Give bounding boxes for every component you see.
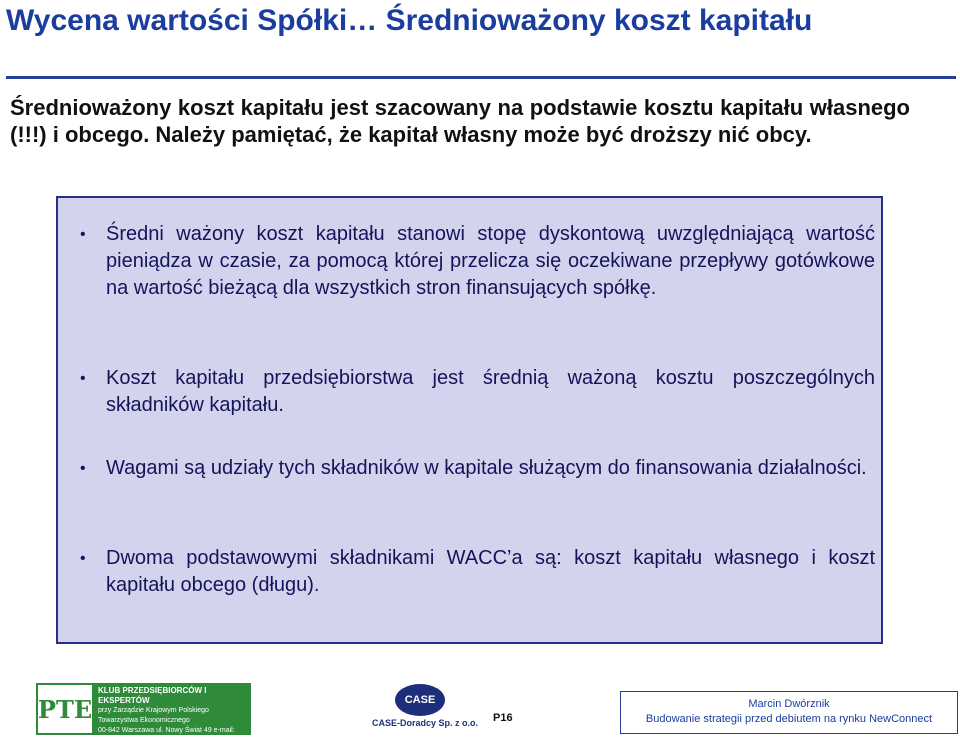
bullet-icon: • xyxy=(80,460,86,477)
bullet-text: Średni ważony koszt kapitału stanowi stopę dyskontową uwzględniającą wartość pieniądza w czasie, za pomocą której przelicza się oczekiwane przepływy gotówkowe na wartość bieżącą dla wszystkich stron finansujących spółkę. xyxy=(106,223,875,299)
pte-line-3: 00-842 Warszawa ul. Nowy Świat 49 e-mail: klub@pte.pl www.pte.pl xyxy=(98,727,235,744)
page-number: P16 xyxy=(493,712,513,724)
pte-line-2: przy Zarządzie Krajowym Polskiego Towarzystwa Ekonomicznego xyxy=(98,707,209,724)
author-box xyxy=(620,691,958,734)
bullet-text: Wagami są udziały tych składników w kapitale służącym do finansowania działalności. xyxy=(106,457,867,479)
bullet-item xyxy=(80,455,875,482)
bullet-item xyxy=(80,545,875,599)
case-mark-icon: CASE xyxy=(395,684,445,716)
bullet-text: Dwoma podstawowymi składnikami WACC’a są: koszt kapitału własnego i koszt kapitału obcego (długu). xyxy=(106,547,875,596)
content-box xyxy=(56,196,883,644)
bullet-item xyxy=(80,365,875,419)
intro-text: Średnioważony koszt kapitału jest szacowany na podstawie kosztu kapitału własnego (!!!) i obcego. Należy pamiętać, że kapitał własny może być droższy nić obcy. xyxy=(10,95,910,147)
bullet-item xyxy=(80,221,875,302)
author-name: Marcin Dwórznik xyxy=(748,698,830,710)
pte-logo-text xyxy=(94,683,251,744)
title-divider xyxy=(6,76,956,79)
presentation-subtitle: Budowanie strategii przed debiutem na rynku NewConnect xyxy=(645,713,933,725)
pte-logo xyxy=(36,683,251,744)
pte-mark-icon: PTE xyxy=(36,683,94,735)
bullet-icon: • xyxy=(80,226,86,243)
bullet-text: Koszt kapitału przedsiębiorstwa jest średnią ważoną kosztu poszczególnych składników kapitału. xyxy=(106,367,875,416)
case-logo xyxy=(372,684,479,734)
slide-title: Wycena wartości Spółki… Średnioważony koszt kapitału xyxy=(6,4,813,37)
pte-line-1: KLUB PRZEDSIĘBIORCÓW I EKSPERTÓW xyxy=(98,686,207,705)
bullet-icon: • xyxy=(80,550,86,567)
case-logo-text: CASE-Doradcy Sp. z o.o. xyxy=(372,718,479,728)
bullet-icon: • xyxy=(80,370,86,387)
